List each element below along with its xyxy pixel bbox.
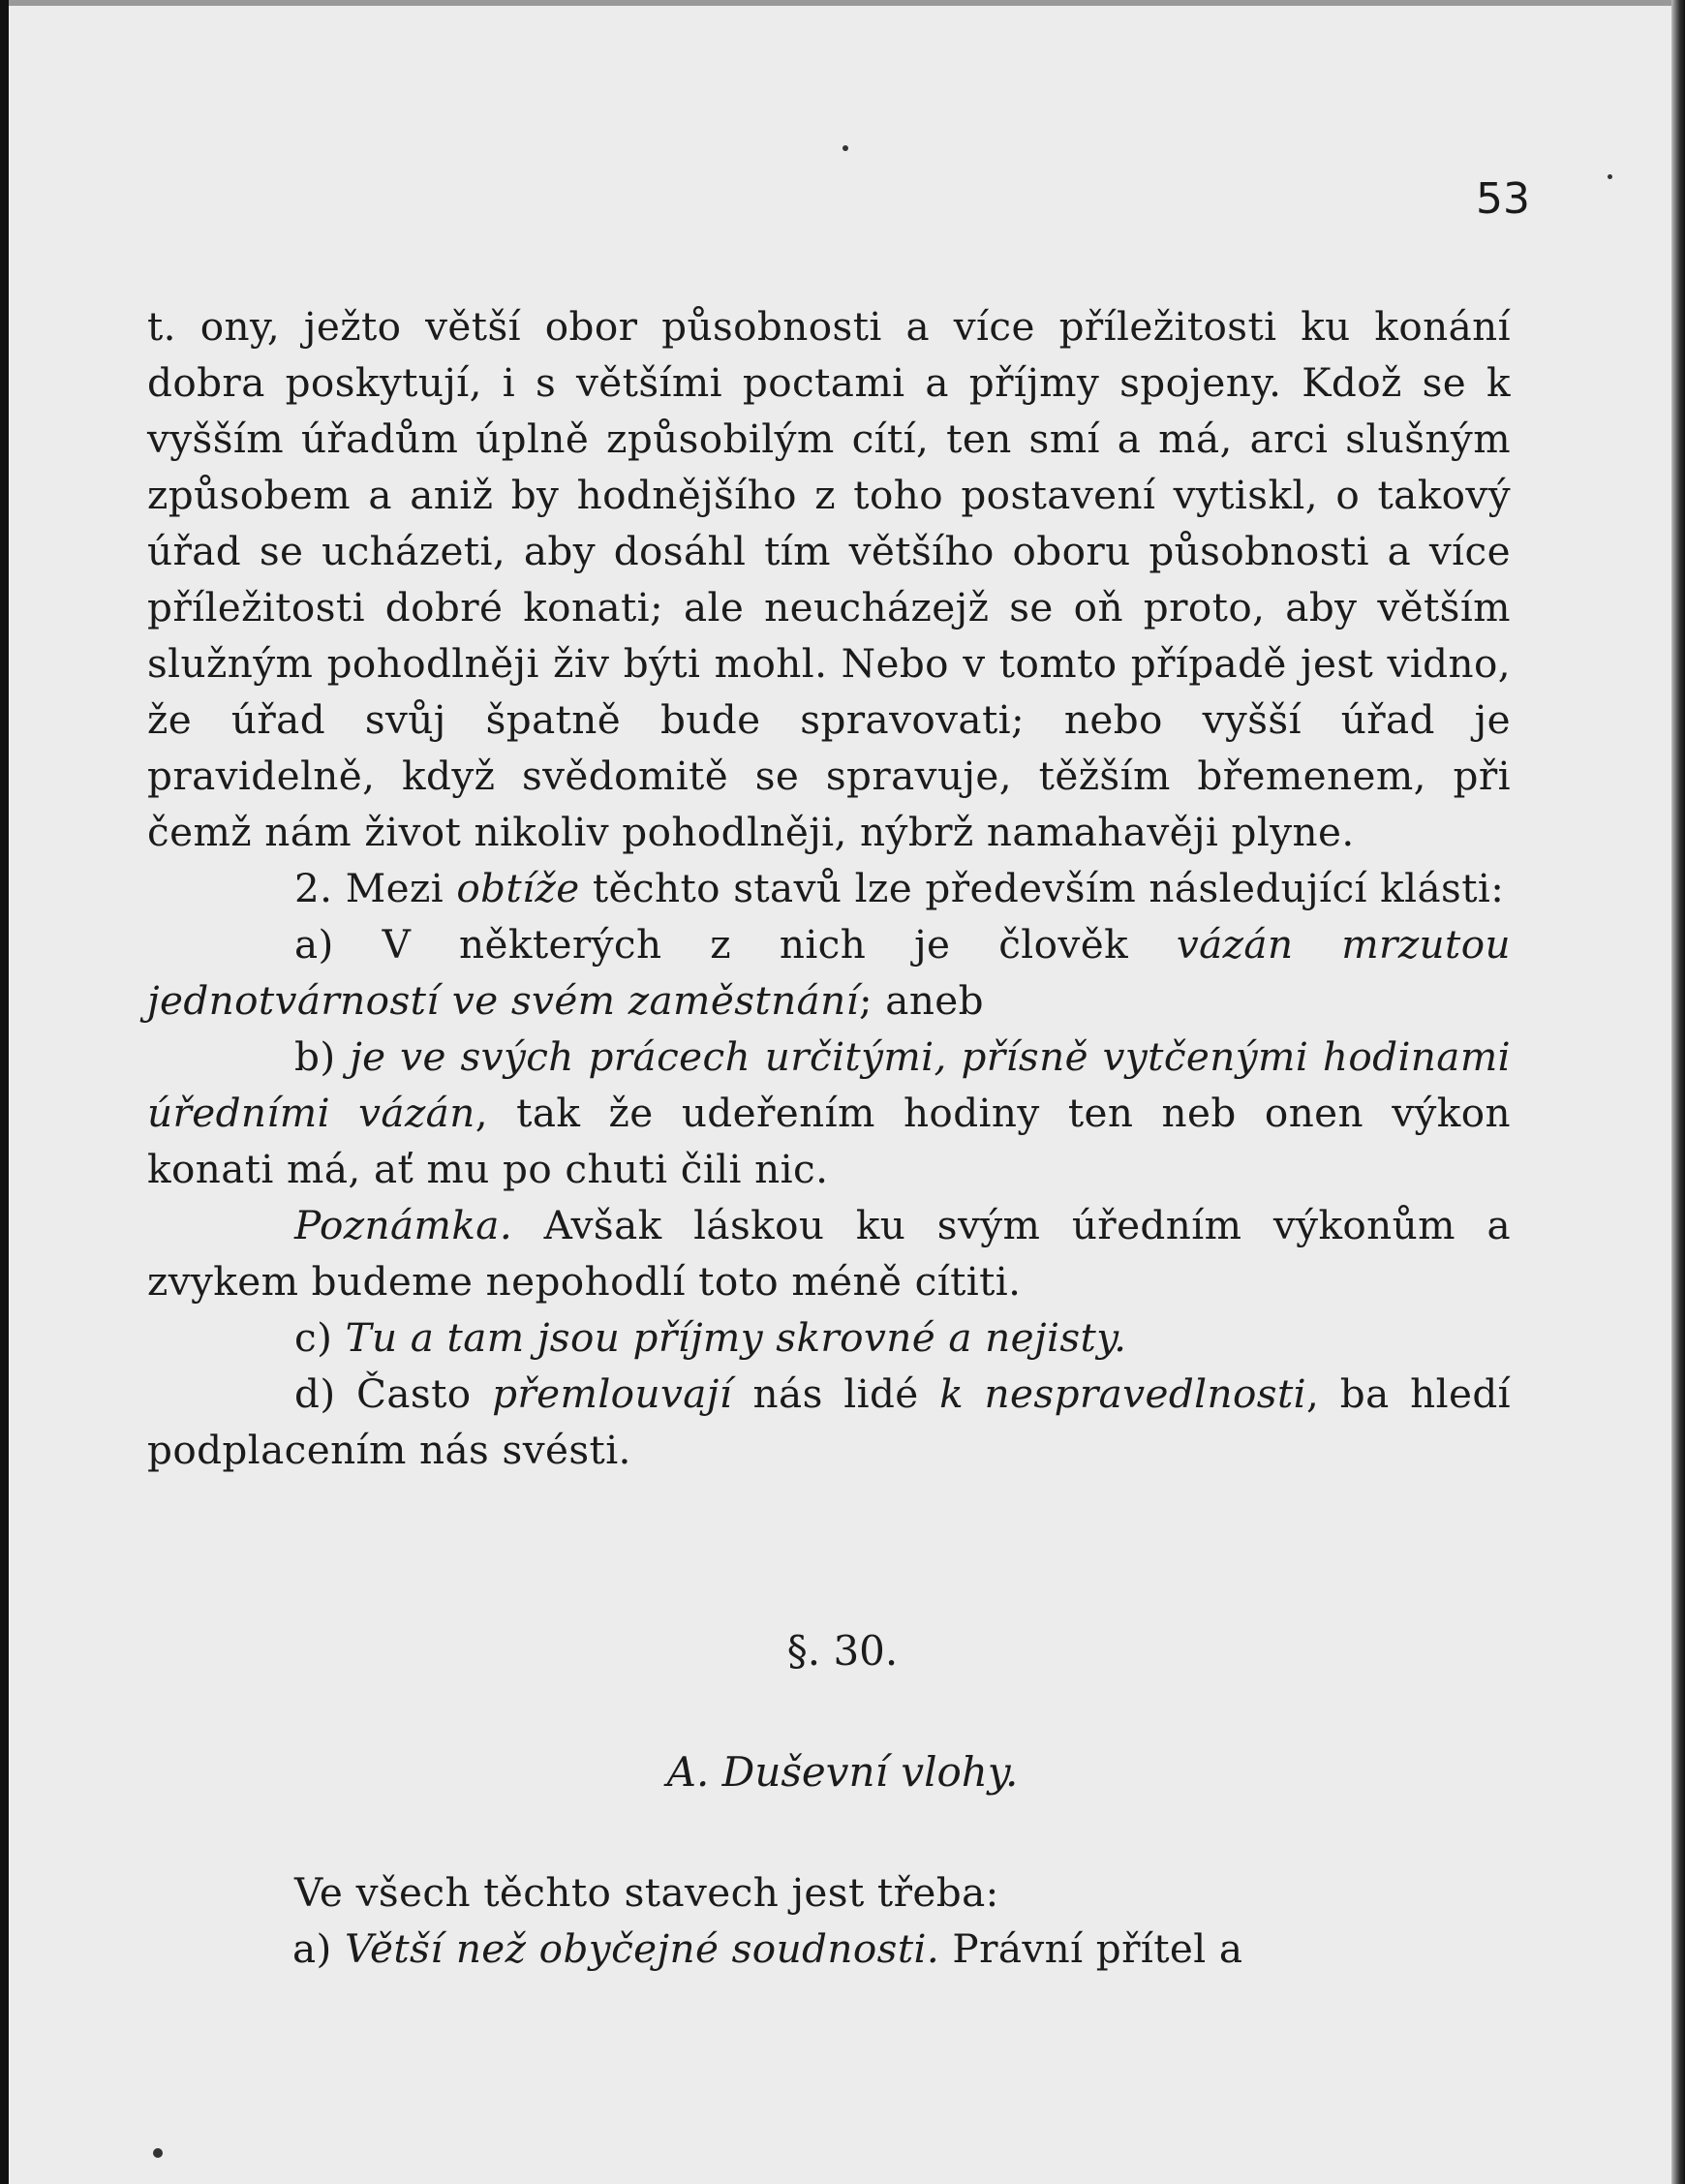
paragraph-1: t. ony, ježto větší obor působnosti a více příležitosti ku konání dobra poskytují, i s většími poctami a příjmy spojeny. Kdož se k vyšším úřadům úplně způsobilým cítí, ten smí a má, arci slušným způsobem a aniž by hodnějšího z toho postavení vytiskl, o takový úřad se ucházeti, aby dosáhl tím většího oboru působnosti a více příležitosti dobré konati; ale neucházejž se oň proto, aby větším služným pohodlněji živ býti mohl. Nebo v tomto případě jest vidno, že úřad svůj špatně bude spravovati; nebo vyšší úřad je pravidelně, když svědomitě se spravuje, těžším břemenem, při čemž nám život nikoliv pohodlněji, nýbrž namahavěji plyne. xyxy=(147,303,1524,855)
print-speck xyxy=(842,145,848,151)
page-number: 53 xyxy=(1476,174,1530,224)
print-speck xyxy=(153,2148,163,2158)
section-number: §. 30. xyxy=(786,1627,899,1675)
paragraph-item-a: a) V některých z nich je člověk vázán mrzutou jednotvárností ve svém zaměstnání; aneb xyxy=(147,921,1524,1024)
closing-text xyxy=(147,1864,1511,1977)
paragraph-item-d: d) Často přemlouvají nás lidé k nespravedlnosti, ba hledí podplacením nás svésti. xyxy=(147,1370,1524,1473)
paragraph-2: 2. Mezi obtíže těchto stavů lze především následující klásti: xyxy=(294,865,1505,911)
paragraph-item-b: b) je ve svých prácech určitými, přísně vytčenými hodinami úředními vázán, tak že udeřením hodiny ten neb onen výkon konati má, ať mu po chuti čili nic. xyxy=(147,1033,1524,1192)
section-title: A. Duševní vlohy. xyxy=(666,1748,1019,1796)
right-page-edge xyxy=(1671,0,1685,2184)
paragraph-note: Poznámka. Avšak láskou ku svým úředním výkonům a zvykem budeme nepohodlí toto méně cítiti. xyxy=(147,1202,1524,1305)
closing-item-a: a) Větší než obyčejné soudnosti. Právní přítel a xyxy=(292,1925,1243,1972)
left-page-edge xyxy=(0,0,9,2184)
closing-line: Ve všech těchto stavech jest třeba: xyxy=(294,1869,999,1916)
body-text xyxy=(147,298,1524,1478)
paragraph-item-c: c) Tu a tam jsou příjmy skrovné a nejisty. xyxy=(294,1314,1127,1361)
top-page-edge xyxy=(0,0,1685,6)
print-speck xyxy=(1608,174,1612,179)
